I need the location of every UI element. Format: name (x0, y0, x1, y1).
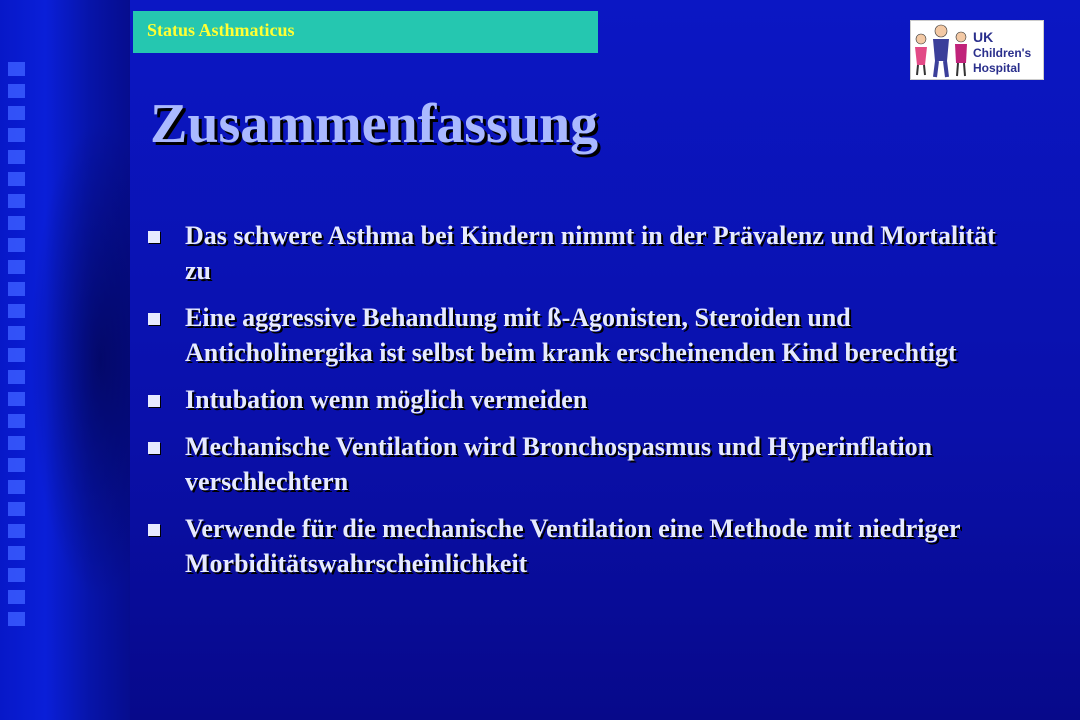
bullet-item: Das schwere Asthma bei Kindern nimmt in der Prävalenz und Mortalität zu (148, 218, 1018, 288)
bullet-item: Eine aggressive Behandlung mit ß-Agonisten, Steroiden und Anticholinergika ist selbst beim krank erscheinenden Kind berechtigt (148, 300, 1018, 370)
header-tag (133, 11, 598, 53)
bullet-item: Intubation wenn möglich vermeiden (148, 382, 1018, 417)
square-column-decoration (8, 62, 30, 634)
bullet-square-icon (148, 442, 160, 454)
bullet-square-icon (148, 313, 160, 325)
bullet-square-icon (148, 395, 160, 407)
svg-text:Children's: Children's (973, 46, 1032, 60)
children-figures-icon (911, 21, 1043, 79)
bullet-square-icon (148, 231, 160, 243)
left-decoration-band (0, 0, 130, 720)
svg-text:Hospital: Hospital (973, 61, 1021, 75)
hospital-logo (910, 20, 1044, 80)
svg-text:UK: UK (973, 29, 994, 45)
bullet-item: Mechanische Ventilation wird Bronchospasmus und Hyperinflation verschlechtern (148, 429, 1018, 499)
header-label: Status Asthmaticus (147, 20, 295, 40)
bullet-list (148, 218, 1018, 593)
bullet-square-icon (148, 524, 160, 536)
slide-title: Zusammenfassung (150, 93, 599, 155)
bullet-item: Verwende für die mechanische Ventilation eine Methode mit niedriger Morbiditätswahrscheinlichkeit (148, 511, 1018, 581)
